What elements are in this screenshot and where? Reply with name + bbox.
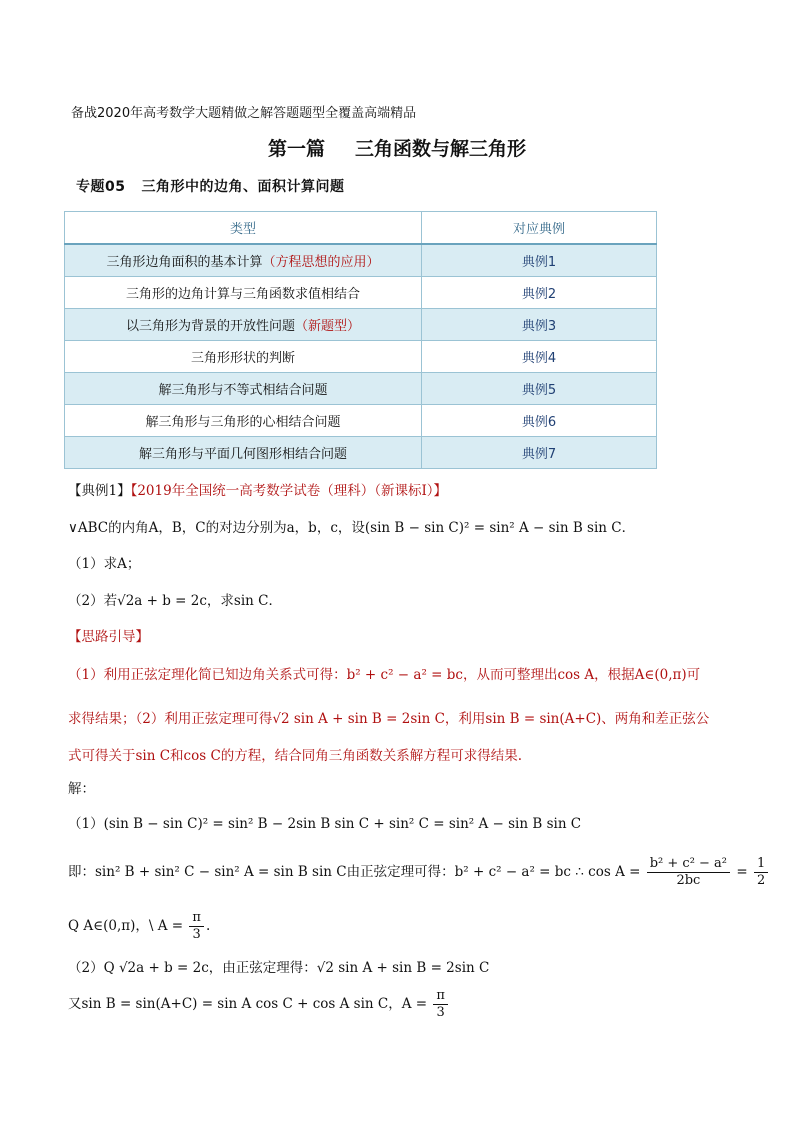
fraction-denominator: 2 [756,873,766,888]
question-1: （1）求A； [68,556,141,572]
hint-line-2: 求得结果；（2）利用正弦定理可得√2 sin A + sin B = 2sin C，利用sin B = sin(A+C)、两角和差正弦公 [68,711,710,727]
row-type: 解三角形与三角形的心相结合问题 [145,415,341,430]
table-row [65,341,657,373]
fraction [433,988,448,1021]
title-name: 三角函数与解三角形 [355,138,527,160]
equals-sign: = [736,864,748,880]
table-header-type: 类型 [65,212,422,245]
table-row [65,309,657,341]
header-note: 备战2020年高考数学大题精做之解答题题型全覆盖高端精品 [71,106,417,121]
hint-label: 【思路引导】 [68,629,149,645]
page-title [0,134,794,161]
table-row [65,373,657,405]
row-example: 典例5 [422,373,657,405]
example-label: 【典例1】 [68,483,131,499]
row-type: 解三角形与不等式相结合问题 [158,383,328,398]
topic-name: 三角形中的边角、面积计算问题 [141,179,345,195]
step-5-text: 又sin B = sin(A+C) = sin A cos C + cos A sin C，A = [68,996,428,1012]
row-example: 典例2 [422,277,657,309]
fraction-numerator: π [189,910,204,927]
example-heading [68,481,447,501]
solution-step-3 [68,910,210,943]
row-type: 解三角形与平面几何图形相结合问题 [138,447,347,462]
problem-statement: ∨ABC的内角A，B，C的对边分别为a，b，c，设(sin B − sin C)² = sin² A − sin B sin C． [68,520,636,536]
solution-step-2 [68,856,770,889]
table-row [65,244,657,277]
question-2: （2）若√2a + b = 2c，求sin C． [68,593,282,609]
example-source: 【2019年全国统一高考数学试卷（理科）（新课标Ⅰ）】 [130,483,448,499]
fraction [647,856,730,889]
topic-code: 专题05 [76,179,126,195]
table-row [65,437,657,469]
row-tag: （新题型） [295,319,361,334]
row-type: 三角形边角面积的基本计算 [106,255,263,270]
step-3-suffix: . [205,918,211,934]
title-part: 第一篇 [267,138,325,160]
row-example: 典例4 [422,341,657,373]
row-example: 典例6 [422,405,657,437]
row-type: 三角形的边角计算与三角函数求值相结合 [125,287,360,302]
step-2-text: 即：sin² B + sin² C − sin² A = sin B sin C由正弦定理可得：b² + c² − a² = bc ∴ cos A = [68,864,641,880]
row-tag: （方程思想的应用） [262,255,380,270]
table-header-row [65,212,657,245]
row-type: 以三角形为背景的开放性问题 [125,319,295,334]
solution-label: 解： [68,781,95,797]
hint-line-3: 式可得关于sin C和cos C的方程，结合同角三角函数关系解方程可求得结果. [68,748,523,764]
hint-line-1: （1）利用正弦定理化简已知边角关系式可得：b² + c² − a² = bc，从而可整理出cos A，根据A∈(0,π)可 [68,667,701,683]
table-header-example: 对应典例 [422,212,657,245]
fraction-denominator: 3 [436,1005,445,1020]
fraction-numerator: 1 [754,856,768,873]
row-type: 三角形形状的判断 [190,351,295,366]
row-example: 典例3 [422,309,657,341]
row-example: 典例1 [422,244,657,277]
solution-step-1: （1）(sin B − sin C)² = sin² B − 2sin B sin C + sin² C = sin² A − sin B sin C [68,816,582,832]
table-row [65,405,657,437]
fraction-numerator: b² + c² − a² [647,856,730,873]
fraction [189,910,204,943]
table-row [65,277,657,309]
step-3-text: Q A∈(0,π)，\ A = [68,918,184,934]
topic-heading [76,176,344,196]
row-example: 典例7 [422,437,657,469]
type-table [64,211,657,469]
solution-step-4: （2）Q √2a + b = 2c，由正弦定理得：√2 sin A + sin B = 2sin C [68,960,490,976]
fraction-denominator: 2bc [676,873,701,888]
fraction-denominator: 3 [192,927,201,942]
fraction [754,856,768,889]
fraction-numerator: π [433,988,448,1005]
solution-step-5 [68,988,450,1021]
